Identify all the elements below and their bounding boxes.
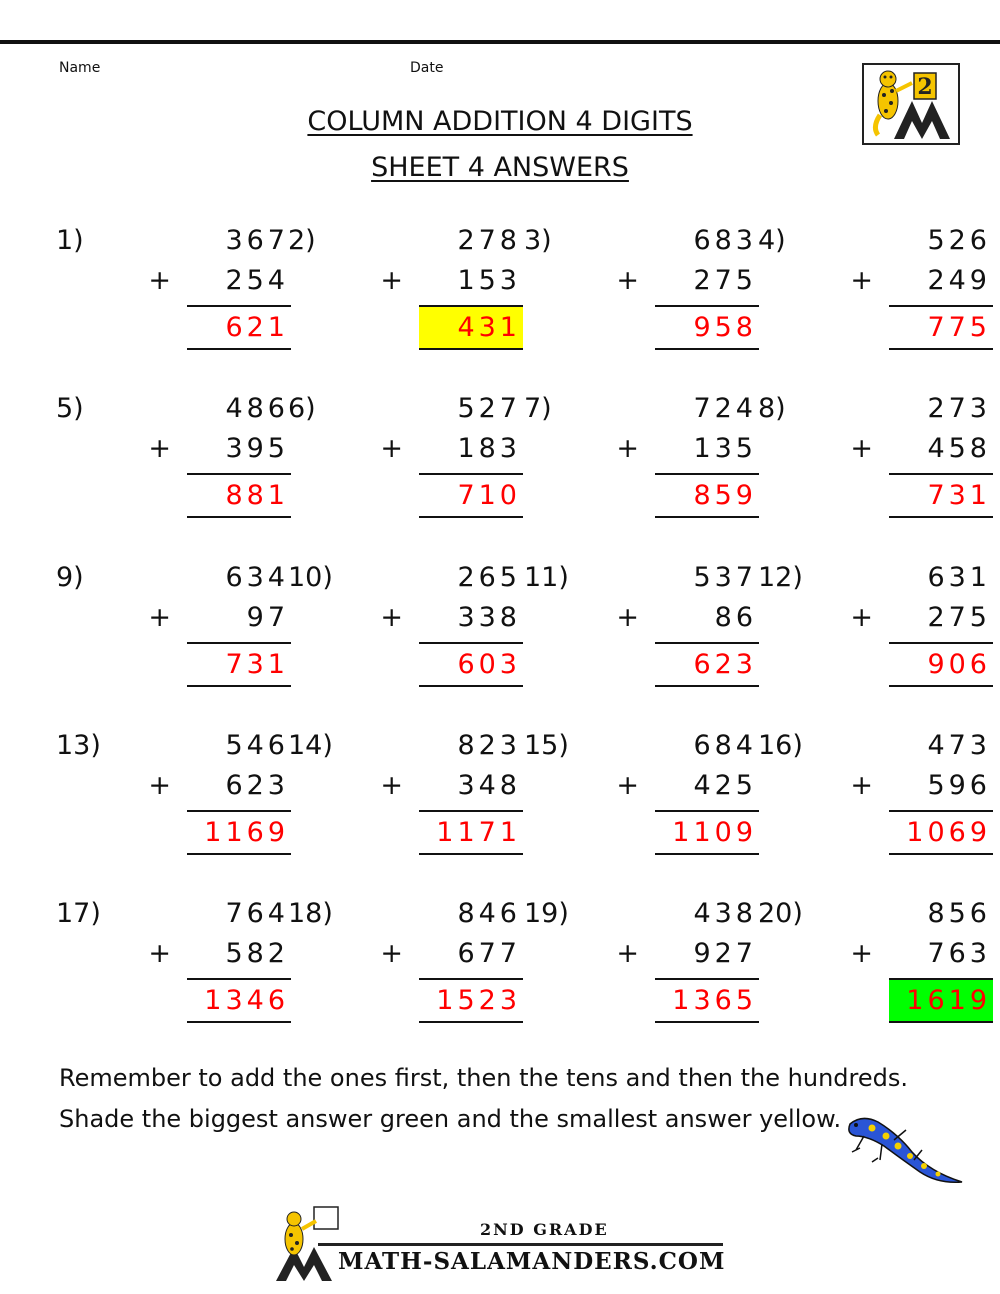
sum-line-bottom bbox=[187, 348, 291, 350]
problem-item bbox=[288, 562, 523, 692]
plus-sign: + bbox=[148, 602, 171, 633]
sum-line-bottom bbox=[889, 853, 993, 855]
addend-top: 634 bbox=[225, 562, 289, 593]
problem-number: 13) bbox=[56, 730, 101, 761]
footer-site-text: MATH-SALAMANDERS.COM bbox=[338, 1248, 726, 1275]
plus-sign: + bbox=[616, 265, 639, 296]
addend-top: 526 bbox=[927, 225, 991, 256]
addend-top: 823 bbox=[457, 730, 521, 761]
problem-number: 9) bbox=[56, 562, 84, 593]
addend-bottom: 254 bbox=[225, 265, 289, 296]
problem-number: 18) bbox=[288, 898, 333, 929]
addend-top: 631 bbox=[927, 562, 991, 593]
problem-number: 20) bbox=[758, 898, 803, 929]
sum-line-bottom bbox=[419, 1021, 523, 1023]
problem-item bbox=[288, 393, 523, 523]
problem-number: 6) bbox=[288, 393, 316, 424]
problem-number: 2) bbox=[288, 225, 316, 256]
problem-item bbox=[524, 730, 759, 860]
addend-top: 486 bbox=[225, 393, 289, 424]
sum-line-bottom bbox=[889, 516, 993, 518]
problem-number: 7) bbox=[524, 393, 552, 424]
answer: 1109 bbox=[672, 817, 757, 848]
sum-line-bottom bbox=[419, 853, 523, 855]
addend-bottom: 338 bbox=[457, 602, 521, 633]
answer: 1171 bbox=[436, 817, 521, 848]
name-label: Name bbox=[59, 60, 101, 76]
sum-line-bottom bbox=[419, 348, 523, 350]
footer-grade-text: 2ND GRADE bbox=[480, 1220, 609, 1239]
plus-sign: + bbox=[380, 770, 403, 801]
plus-sign: + bbox=[148, 265, 171, 296]
answer: 958 bbox=[693, 312, 757, 343]
salamander-grade-logo-icon bbox=[862, 63, 960, 145]
addend-bottom: 425 bbox=[693, 770, 757, 801]
answer: 906 bbox=[927, 649, 991, 680]
problem-item bbox=[288, 898, 523, 1028]
sum-line-bottom bbox=[655, 516, 759, 518]
plus-sign: + bbox=[616, 433, 639, 464]
answer: 731 bbox=[225, 649, 289, 680]
problem-number: 14) bbox=[288, 730, 333, 761]
plus-sign: + bbox=[380, 602, 403, 633]
answer: 1619 bbox=[889, 980, 993, 1021]
problem-item bbox=[56, 225, 291, 355]
problem-number: 19) bbox=[524, 898, 569, 929]
addend-bottom: 249 bbox=[927, 265, 991, 296]
problem-number: 10) bbox=[288, 562, 333, 593]
plus-sign: + bbox=[850, 770, 873, 801]
addend-bottom: 183 bbox=[457, 433, 521, 464]
grade-badge-text: 2 bbox=[917, 74, 933, 100]
addend-top: 724 bbox=[693, 393, 757, 424]
addend-bottom: 348 bbox=[457, 770, 521, 801]
addend-bottom: 275 bbox=[927, 602, 991, 633]
problem-item bbox=[288, 730, 523, 860]
addend-bottom: 763 bbox=[927, 938, 991, 969]
problem-item bbox=[524, 898, 759, 1028]
addend-top: 527 bbox=[457, 393, 521, 424]
addend-bottom: 458 bbox=[927, 433, 991, 464]
problem-number: 8) bbox=[758, 393, 786, 424]
plus-sign: + bbox=[850, 938, 873, 969]
problem-item bbox=[524, 562, 759, 692]
problem-item bbox=[524, 225, 759, 355]
plus-sign: + bbox=[616, 770, 639, 801]
plus-sign: + bbox=[148, 770, 171, 801]
addend-bottom: 395 bbox=[225, 433, 289, 464]
addend-bottom: 927 bbox=[693, 938, 757, 969]
addend-bottom: 135 bbox=[693, 433, 757, 464]
sum-line-bottom bbox=[655, 348, 759, 350]
problem-number: 11) bbox=[524, 562, 569, 593]
problem-item bbox=[56, 393, 291, 523]
problem-number: 1) bbox=[56, 225, 84, 256]
answer: 431 bbox=[419, 307, 523, 348]
answer: 621 bbox=[225, 312, 289, 343]
sum-line-bottom bbox=[419, 685, 523, 687]
sum-line-bottom bbox=[187, 516, 291, 518]
addend-top: 846 bbox=[457, 898, 521, 929]
problem-item bbox=[56, 898, 291, 1028]
addend-bottom: 97 bbox=[246, 602, 289, 633]
answer: 731 bbox=[927, 480, 991, 511]
problem-number: 12) bbox=[758, 562, 803, 593]
answer: 710 bbox=[457, 480, 521, 511]
sum-line-bottom bbox=[655, 1021, 759, 1023]
answer: 859 bbox=[693, 480, 757, 511]
problem-item bbox=[758, 730, 993, 860]
plus-sign: + bbox=[380, 265, 403, 296]
problem-item bbox=[758, 393, 993, 523]
answer: 1365 bbox=[672, 985, 757, 1016]
addend-top: 473 bbox=[927, 730, 991, 761]
answer: 1069 bbox=[906, 817, 991, 848]
problem-item bbox=[288, 225, 523, 355]
problem-number: 4) bbox=[758, 225, 786, 256]
problem-item bbox=[56, 562, 291, 692]
addend-top: 265 bbox=[457, 562, 521, 593]
addend-bottom: 86 bbox=[714, 602, 757, 633]
sum-line-bottom bbox=[889, 348, 993, 350]
answer: 603 bbox=[457, 649, 521, 680]
sum-line-bottom bbox=[187, 1021, 291, 1023]
addend-top: 273 bbox=[927, 393, 991, 424]
addend-top: 683 bbox=[693, 225, 757, 256]
problem-number: 3) bbox=[524, 225, 552, 256]
addend-bottom: 677 bbox=[457, 938, 521, 969]
addend-bottom: 596 bbox=[927, 770, 991, 801]
problem-number: 17) bbox=[56, 898, 101, 929]
addend-bottom: 623 bbox=[225, 770, 289, 801]
answer: 1523 bbox=[436, 985, 521, 1016]
plus-sign: + bbox=[616, 602, 639, 633]
problem-item bbox=[758, 562, 993, 692]
date-label: Date bbox=[410, 60, 444, 76]
problem-item bbox=[758, 898, 993, 1028]
addend-top: 764 bbox=[225, 898, 289, 929]
addend-top: 438 bbox=[693, 898, 757, 929]
sum-line-bottom bbox=[187, 685, 291, 687]
plus-sign: + bbox=[380, 938, 403, 969]
addend-top: 537 bbox=[693, 562, 757, 593]
answer: 1169 bbox=[204, 817, 289, 848]
page-subtitle: SHEET 4 ANSWERS bbox=[371, 152, 629, 183]
addend-top: 684 bbox=[693, 730, 757, 761]
addend-top: 278 bbox=[457, 225, 521, 256]
salamander-icon bbox=[842, 1110, 967, 1190]
addend-bottom: 153 bbox=[457, 265, 521, 296]
problem-number: 5) bbox=[56, 393, 84, 424]
sum-line-bottom bbox=[889, 685, 993, 687]
plus-sign: + bbox=[850, 433, 873, 464]
plus-sign: + bbox=[380, 433, 403, 464]
plus-sign: + bbox=[616, 938, 639, 969]
plus-sign: + bbox=[850, 265, 873, 296]
footer-rule bbox=[318, 1243, 723, 1246]
addend-top: 856 bbox=[927, 898, 991, 929]
instruction-line-2: Shade the biggest answer green and the smallest answer yellow. bbox=[59, 1105, 842, 1133]
problem-item bbox=[758, 225, 993, 355]
instruction-line-1: Remember to add the ones first, then the tens and then the hundreds. bbox=[59, 1064, 908, 1092]
page-title: COLUMN ADDITION 4 DIGITS bbox=[307, 106, 693, 137]
plus-sign: + bbox=[148, 938, 171, 969]
addend-bottom: 582 bbox=[225, 938, 289, 969]
sum-line-bottom bbox=[419, 516, 523, 518]
plus-sign: + bbox=[850, 602, 873, 633]
top-rule bbox=[0, 40, 1000, 44]
sum-line-bottom bbox=[655, 853, 759, 855]
addend-bottom: 275 bbox=[693, 265, 757, 296]
sum-line-bottom bbox=[187, 853, 291, 855]
addend-top: 546 bbox=[225, 730, 289, 761]
problem-number: 15) bbox=[524, 730, 569, 761]
addend-top: 367 bbox=[225, 225, 289, 256]
answer: 1346 bbox=[204, 985, 289, 1016]
problem-item bbox=[524, 393, 759, 523]
plus-sign: + bbox=[148, 433, 171, 464]
answer: 775 bbox=[927, 312, 991, 343]
answer: 881 bbox=[225, 480, 289, 511]
sum-line-bottom bbox=[655, 685, 759, 687]
answer: 623 bbox=[693, 649, 757, 680]
problem-item bbox=[56, 730, 291, 860]
problem-number: 16) bbox=[758, 730, 803, 761]
sum-line-bottom bbox=[889, 1021, 993, 1023]
